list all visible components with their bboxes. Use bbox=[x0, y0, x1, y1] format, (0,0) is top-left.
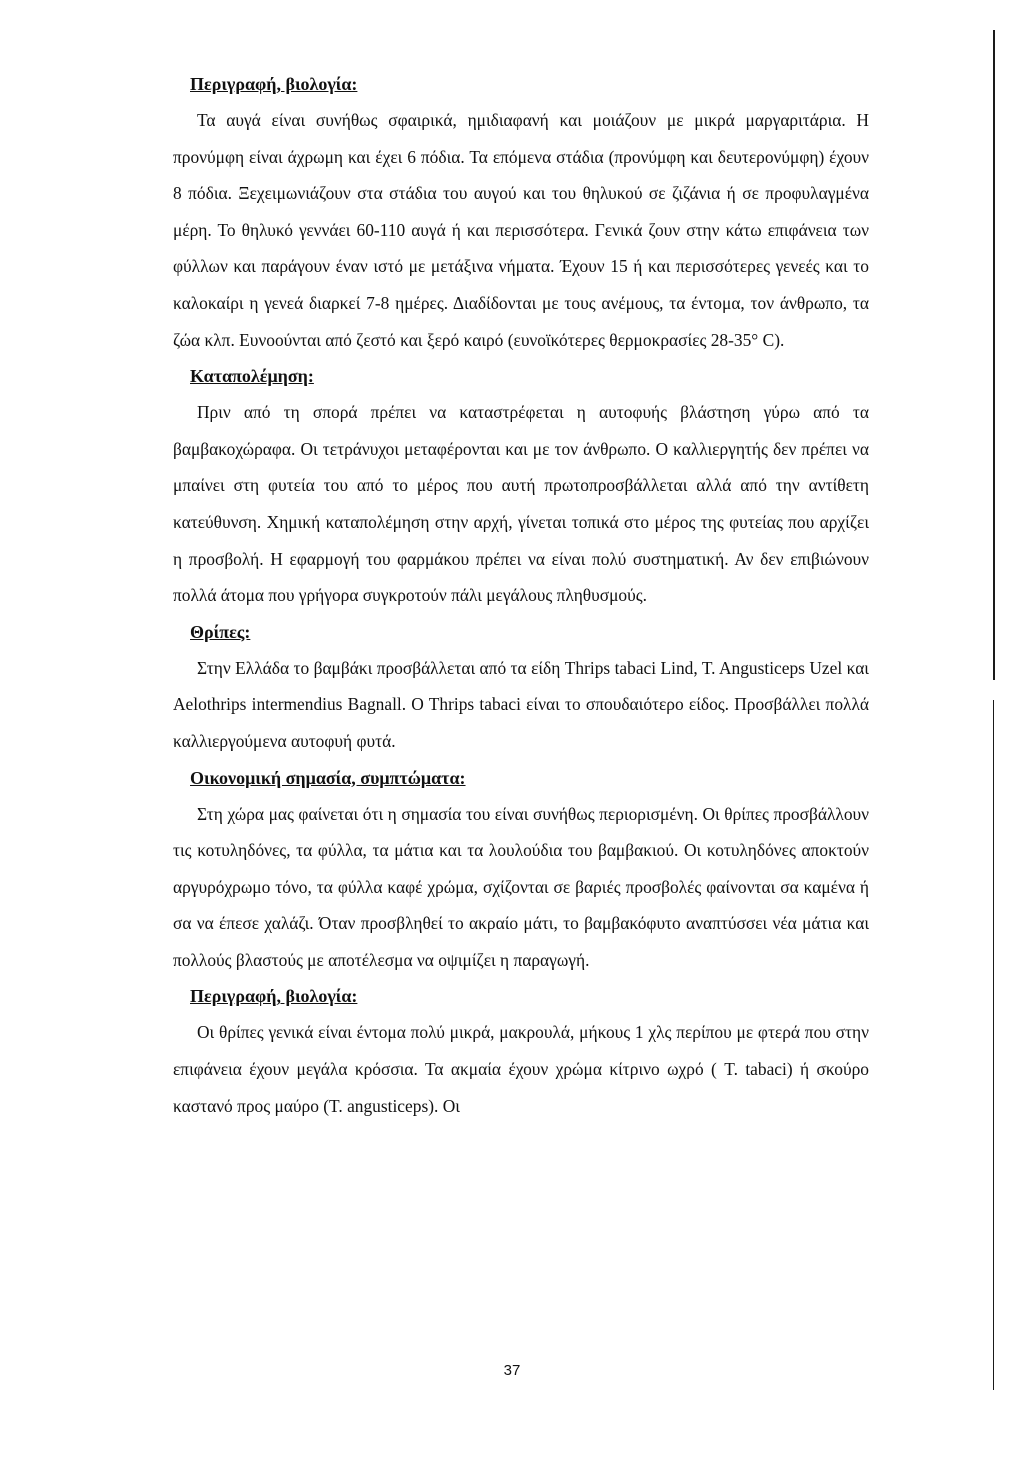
section-heading-description-thrips: Περιγραφή, βιολογία: bbox=[190, 986, 358, 1007]
page-number: 37 bbox=[503, 1362, 521, 1379]
section-text-description bbox=[173, 102, 869, 358]
section-heading-thrips: Θρίπες: bbox=[190, 621, 251, 642]
section-text-description-thrips-body: Οι θρίπες γενικά είναι έντομα πολύ μικρά, μακρουλά, μήκους 1 χλς περίπου με φτερά που στην επιφάνεια έχουν μεγάλα κρόσσια. Τα ακμαία έχουν χρώμα κίτρινο ωχρό ( T. tabaci) ή σκούρο καστανό προς μαύρο (T. angusticeps). Οι bbox=[173, 1022, 869, 1116]
scan-edge-line-lower bbox=[993, 700, 994, 1390]
document-page bbox=[173, 72, 869, 1130]
section-heading-description: Περιγραφή, βιολογία: bbox=[190, 74, 358, 94]
section-text-thrips-body: Στην Ελλάδα το βαμβάκι προσβάλλεται από τα είδη Thrips tabaci Lind, T. Angusticeps Uzel και Aelothrips intermendius Bagnall. O Thrips tabaci είναι το σπουδαιότερο είδος. Προσβάλλει πολλά καλλιεργούμενα αυτοφυή φυτά. bbox=[173, 657, 869, 751]
section-text-control-body: Πριν από τη σπορά πρέπει να καταστρέφεται η αυτοφυής βλάστηση γύρω από τα βαμβακοχώραφα. Οι τετράνυχοι μεταφέρονται και με τον άνθρωπο. Ο καλλιεργητής δεν πρέπει να μπαίνει στη φυτεία του από το μέρος που αυτή πρωτοπροσβάλλεται αλλά από την αντίθετη κατεύθυνση. Χημική καταπολέμηση στην αρχή, γίνεται τοπικά στο μέρος της φυτείας που αρχίζει η προσβολή. Η εφαρμογή του φαρμάκου πρέπει να είναι πολύ συστηματική. Αν δεν επιβιώνουν πολλά άτομα που γρήγορα συγκροτούν πάλι μεγάλους πληθυσμούς. bbox=[173, 402, 869, 606]
section-text-description-thrips bbox=[173, 1014, 869, 1124]
section-text-economic-importance bbox=[173, 796, 869, 979]
section-heading-control: Καταπολέμηση: bbox=[190, 366, 314, 387]
section-text-description-body: Τα αυγά είναι συνήθως σφαιρικά, ημιδιαφανή και μοιάζουν με μικρά μαργαριτάρια. Η προνύμφη είναι άχρωμη και έχει 6 πόδια. Τα επόμενα στάδια (προνύμφη και δευτερονύμφη) έχουν 8 πόδια. Ξεχειμωνιάζουν στα στάδια του αυγού και του θηλυκού σε ζιζάνια ή σε προφυλαγμένα μέρη. Το θηλυκό γεννάει 60-110 αυγά ή και περισσότερα. Γενικά ζουν στην κάτω επιφάνεια των φύλλων και παράγουν έναν ιστό με μετάξινα νήματα. Έχουν 15 ή και περισσότερες γενεές και το καλοκαίρι η γενεά διαρκεί 7-8 ημέρες. Διαδίδονται με τους ανέμους, τα έντομα, τον άνθρωπο, τα ζώα κλπ. Ευνοούνται από ζεστό και ξερό καιρό (ευνοϊκότερες θερμοκρασίες 28-35° C). bbox=[173, 110, 869, 350]
section-text-economic-importance-body: Στη χώρα μας φαίνεται ότι η σημασία του είναι συνήθως περιορισμένη. Οι θρίπες προσβάλλουν τις κοτυληδόνες, τα φύλλα, τα μάτια και τα λουλούδια του βαμβακιού. Οι κοτυληδόνες αποκτούν αργυρόχρωμο τόνο, τα φύλλα καφέ χρώμα, σχίζονται σε βαριές προσβολές φαίνονται σα καμένα ή σα να έπεσε χαλάζι. Όταν προσβληθεί το ακραίο μάτι, το βαμβακόφυτο αναπτύσσει νέα μάτια και πολλούς βλαστούς με αποτέλεσμα να οψιμίζει η παραγωγή. bbox=[173, 803, 869, 970]
section-text-control bbox=[173, 394, 869, 614]
section-heading-economic-importance: Οικονομική σημασία, συμπτώματα: bbox=[190, 767, 466, 788]
scan-edge-line bbox=[993, 30, 995, 680]
section-text-thrips bbox=[173, 650, 869, 760]
